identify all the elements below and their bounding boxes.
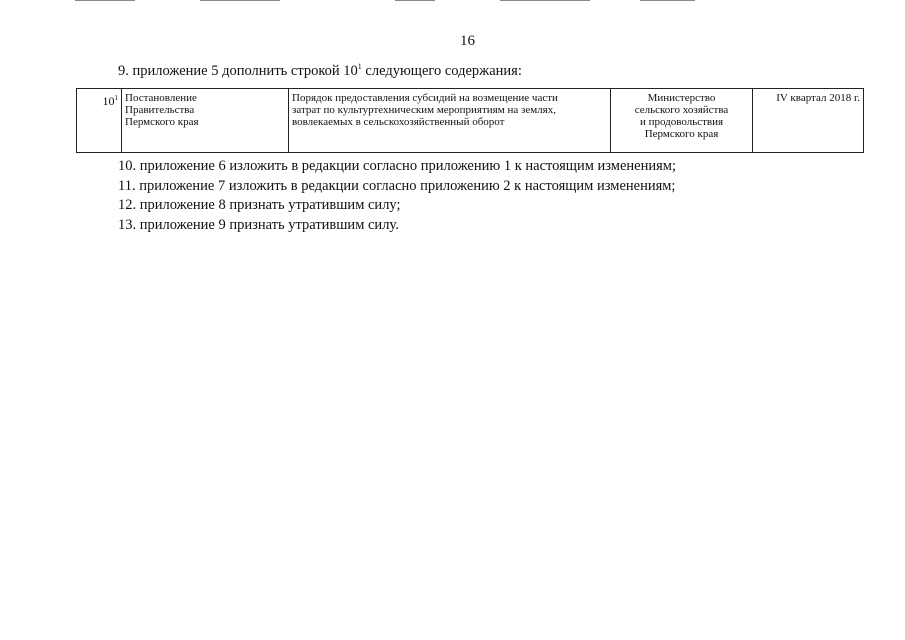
responsible-line: и продовольствия: [639, 116, 724, 128]
row-number-cell: [77, 89, 122, 153]
responsible-line: Пермского края: [644, 128, 719, 140]
name-line: вовлекаемых в сельскохозяйственный оборот: [292, 116, 505, 128]
table-row: [77, 89, 864, 153]
responsible-line: сельского хозяйства: [634, 104, 729, 116]
intro-paragraph: [118, 62, 522, 80]
deadline-cell: [753, 89, 864, 153]
scan-edge-line: [500, 0, 590, 1]
list-item: 12. приложение 8 признать утратившим силу;: [118, 197, 401, 213]
scan-edge-line: [640, 0, 695, 1]
name-cell: [289, 89, 611, 153]
list-item: 10. приложение 6 изложить в редакции согласно приложению 1 к настоящим изменениям;: [118, 158, 677, 174]
scan-edge-line: [75, 0, 135, 1]
intro-superscript: 1: [357, 62, 362, 71]
name-line: Порядок предоставления субсидий на возмещение части: [292, 92, 558, 104]
row-number: 10: [102, 94, 115, 108]
page-number: 16: [460, 33, 475, 49]
list-item: 11. приложение 7 изложить в редакции согласно приложению 2 к настоящим изменениям;: [118, 177, 676, 194]
document-cell: [122, 89, 289, 153]
inserted-row-table: [76, 88, 864, 153]
responsible-line: Министерство: [647, 92, 716, 104]
row-number-superscript: 1: [114, 94, 118, 102]
name-line: затрат по культуртехническим мероприятиям на землях,: [292, 104, 556, 116]
document-line: Постановление: [125, 92, 197, 104]
intro-text-before: 9. приложение 5 дополнить строкой 10: [118, 63, 358, 79]
scan-edge-line: [395, 0, 435, 1]
responsible-cell: [611, 89, 753, 153]
scan-edge-line: [200, 0, 280, 1]
deadline-text: IV квартал 2018 г.: [776, 92, 860, 104]
document-line: Пермского края: [125, 116, 199, 128]
document-line: Правительства: [125, 104, 195, 116]
list-item: 13. приложение 9 признать утратившим силу.: [118, 216, 399, 233]
amendment-list: [118, 158, 676, 236]
intro-text-after: следующего содержания:: [361, 63, 522, 79]
